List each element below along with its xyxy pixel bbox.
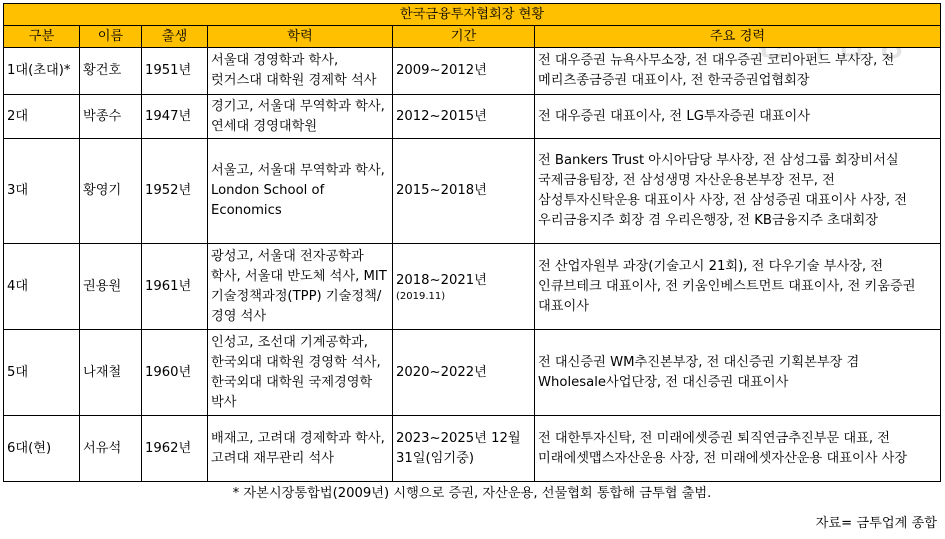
cell-gubun: 3대 (4, 139, 80, 244)
cell-period: 2020~2022년 (393, 330, 535, 416)
cell-period (393, 244, 535, 330)
table-title-row (4, 4, 941, 26)
chairman-table (3, 3, 941, 482)
cell-education: 경기고, 서울대 무역학과 학사, 연세대 경영대학원 (208, 95, 393, 139)
header-birth: 출생 (142, 26, 208, 48)
cell-career: 전 대신증권 WM추진본부장, 전 대신증권 기획본부장 겸 Wholesale사업단장, 전 대신증권 대표이사 (535, 330, 941, 416)
cell-birth: 1960년 (142, 330, 208, 416)
footnote: * 자본시장통합법(2009년) 시행으로 증권, 자산운용, 선물협회 통합해 금투협 출범. (232, 486, 712, 501)
cell-career: 전 대한투자신탁, 전 미래에셋증권 퇴직연금추진부문 대표, 전 미래에셋맵스자산운용 사장, 전 미래에셋자산운용 대표이사 사장 (535, 416, 941, 482)
table-row (4, 95, 941, 139)
table-row (4, 244, 941, 330)
period-note: (2019.11) (396, 290, 446, 302)
cell-education: 배재고, 고려대 경제학과 학사, 고려대 재무관리 석사 (208, 416, 393, 482)
cell-gubun: 5대 (4, 330, 80, 416)
cell-education: 인성고, 조선대 기계공학과, 한국외대 대학원 경영학 석사, 한국외대 대학원 국제경영학 박사 (208, 330, 393, 416)
table-row (4, 330, 941, 416)
cell-gubun: 1대(초대)* (4, 48, 80, 95)
cell-gubun: 6대(현) (4, 416, 80, 482)
cell-name: 박종수 (80, 95, 142, 139)
cell-education: 서울고, 서울대 무역학과 학사, London School of Economics (208, 139, 393, 244)
cell-name: 황건호 (80, 48, 142, 95)
cell-name: 나재철 (80, 330, 142, 416)
cell-education: 광성고, 서울대 전자공학과 학사, 서울대 반도체 석사, MIT 기술정책과정(TPP) 기술정책/경영 석사 (208, 244, 393, 330)
table-row (4, 416, 941, 482)
table-row (4, 48, 941, 95)
cell-birth: 1961년 (142, 244, 208, 330)
cell-education: 서울대 경영학과 학사, 럿거스대 대학원 경제학 석사 (208, 48, 393, 95)
source-note: 자료= 금투업계 종합 (815, 516, 937, 531)
cell-birth: 1947년 (142, 95, 208, 139)
table-row (4, 139, 941, 244)
cell-period: 2015~2018년 (393, 139, 535, 244)
header-period: 기간 (393, 26, 535, 48)
cell-career: 전 대우증권 대표이사, 전 LG투자증권 대표이사 (535, 95, 941, 139)
cell-career: 전 Bankers Trust 아시아담당 부사장, 전 삼성그룹 회장비서실 국제금융팀장, 전 삼성생명 자산운용본부장 전무, 전 삼성투자신탁운용 대표이사 사장, 전 삼성증권 대표이사 사장, 전 우리금융지주 회장 겸 우리은행장, 전 KB금융지주 초대회장 (535, 139, 941, 244)
header-row (4, 26, 941, 48)
cell-birth: 1962년 (142, 416, 208, 482)
table-container (3, 3, 941, 504)
cell-gubun: 4대 (4, 244, 80, 330)
table-title: 한국금융투자협회장 현황 (4, 4, 941, 26)
cell-birth: 1952년 (142, 139, 208, 244)
cell-birth: 1951년 (142, 48, 208, 95)
header-name: 이름 (80, 26, 142, 48)
cell-career: 전 산업자원부 과장(기술고시 21회), 전 다우기술 부사장, 전 인큐브테크 대표이사, 전 키움인베스트먼트 대표이사, 전 키움증권 대표이사 (535, 244, 941, 330)
period-main: 2018~2021년 (396, 272, 487, 288)
header-gubun: 구분 (4, 26, 80, 48)
header-career: 주요 경력 (535, 26, 941, 48)
cell-name: 서유석 (80, 416, 142, 482)
cell-period: 2009~2012년 (393, 48, 535, 95)
cell-period: 2012~2015년 (393, 95, 535, 139)
cell-gubun: 2대 (4, 95, 80, 139)
header-education: 학력 (208, 26, 393, 48)
cell-name: 황영기 (80, 139, 142, 244)
cell-career: 전 대우증권 뉴욕사무소장, 전 대우증권 코리아펀드 부사장, 전 메리츠종금증권 대표이사, 전 한국증권업협회장 (535, 48, 941, 95)
cell-name: 권용원 (80, 244, 142, 330)
cell-period: 2023~2025년 12월 31일(임기중) (393, 416, 535, 482)
